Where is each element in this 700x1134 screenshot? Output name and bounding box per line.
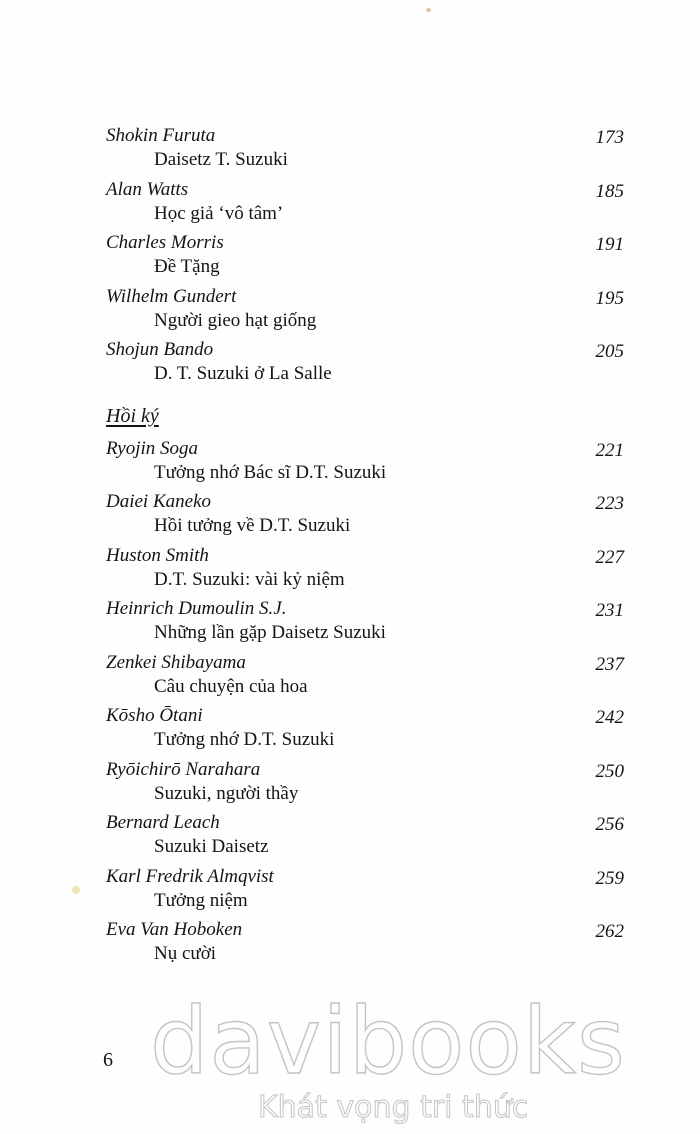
toc-title: Tưởng niệm: [154, 889, 248, 911]
toc-author: Huston Smith: [106, 544, 209, 566]
toc-title: Daisetz T. Suzuki: [154, 149, 288, 170]
toc-title: Nụ cười: [154, 943, 217, 964]
toc-title: D. T. Suzuki ở La Salle: [154, 363, 332, 384]
toc-entry: [106, 285, 626, 339]
toc-author: Daiei Kaneko: [106, 491, 212, 512]
toc-entry: [106, 704, 626, 758]
toc-author: Shokin Furuta: [106, 125, 216, 146]
toc-page-number: 242: [595, 707, 624, 728]
toc-entry: [106, 544, 626, 598]
toc-entry: [106, 231, 626, 285]
toc-author: Ryojin Soga: [106, 437, 199, 459]
toc-entry: [106, 918, 626, 972]
toc-entry: [106, 865, 626, 919]
toc-title: Tưởng nhớ D.T. Suzuki: [154, 729, 335, 750]
toc-author: Alan Watts: [106, 178, 189, 200]
toc-page-number: 237: [595, 653, 624, 675]
toc-entry: [106, 437, 626, 491]
toc-page-number: 205: [595, 341, 624, 362]
toc-page-number: 173: [595, 127, 624, 148]
toc-title: Đề Tặng: [154, 256, 220, 277]
toc-entry: [106, 651, 626, 705]
table-of-contents: [106, 124, 626, 972]
toc-page-number: 256: [595, 814, 624, 835]
toc-author: Karl Fredrik Almqvist: [106, 865, 274, 887]
paper-speck: [72, 886, 80, 894]
toc-author: Charles Morris: [106, 232, 224, 253]
toc-page-number: 185: [595, 180, 624, 202]
toc-page-number: 191: [595, 234, 624, 255]
toc-author: Zenkei Shibayama: [106, 651, 246, 673]
toc-title: Suzuki Daisetz: [154, 836, 269, 857]
toc-author: Heinrich Dumoulin S.J.: [106, 598, 287, 619]
toc-entry: [106, 811, 626, 865]
section-heading: Hồi ký: [106, 404, 159, 427]
toc-page-number: 262: [595, 921, 624, 942]
toc-page-number: 250: [595, 760, 624, 782]
toc-section: [106, 392, 626, 437]
toc-author: Wilhelm Gundert: [106, 285, 237, 307]
toc-author: Eva Van Hoboken: [106, 919, 243, 940]
toc-title: Suzuki, người thầy: [154, 782, 299, 804]
toc-entry: [106, 490, 626, 544]
toc-title: Câu chuyện của hoa: [154, 675, 308, 697]
watermark-slogan: Khát vọng tri thức: [258, 1090, 529, 1125]
paper-speck: [426, 8, 431, 12]
toc-title: Tưởng nhớ Bác sĩ D.T. Suzuki: [154, 461, 387, 483]
toc-page-number: 259: [595, 867, 624, 889]
toc-page-number: 221: [595, 439, 624, 461]
toc-title: Những lần gặp Daisetz Suzuki: [154, 622, 386, 643]
toc-title: Hồi tưởng về D.T. Suzuki: [154, 515, 351, 536]
toc-author: Shojun Bando: [106, 339, 214, 360]
toc-entry: [106, 338, 626, 392]
toc-entry: [106, 597, 626, 651]
toc-page-number: 195: [595, 287, 624, 309]
toc-entry: [106, 758, 626, 812]
toc-page-number: 223: [595, 493, 624, 514]
toc-author: Ryōichirō Narahara: [106, 758, 261, 780]
toc-author: Kōsho Ōtani: [106, 705, 203, 726]
toc-title: Học giả ‘vô tâm’: [154, 202, 284, 224]
page-number: 6: [103, 1049, 113, 1071]
toc-author: Bernard Leach: [106, 812, 220, 833]
toc-title: Người gieo hạt giống: [154, 309, 317, 331]
toc-entry: [106, 124, 626, 178]
watermark-brand: davibooks: [150, 988, 626, 1095]
toc-page-number: 227: [595, 546, 624, 568]
toc-entry: [106, 178, 626, 232]
toc-title: D.T. Suzuki: vài kỷ niệm: [154, 568, 345, 590]
toc-page-number: 231: [595, 600, 624, 621]
